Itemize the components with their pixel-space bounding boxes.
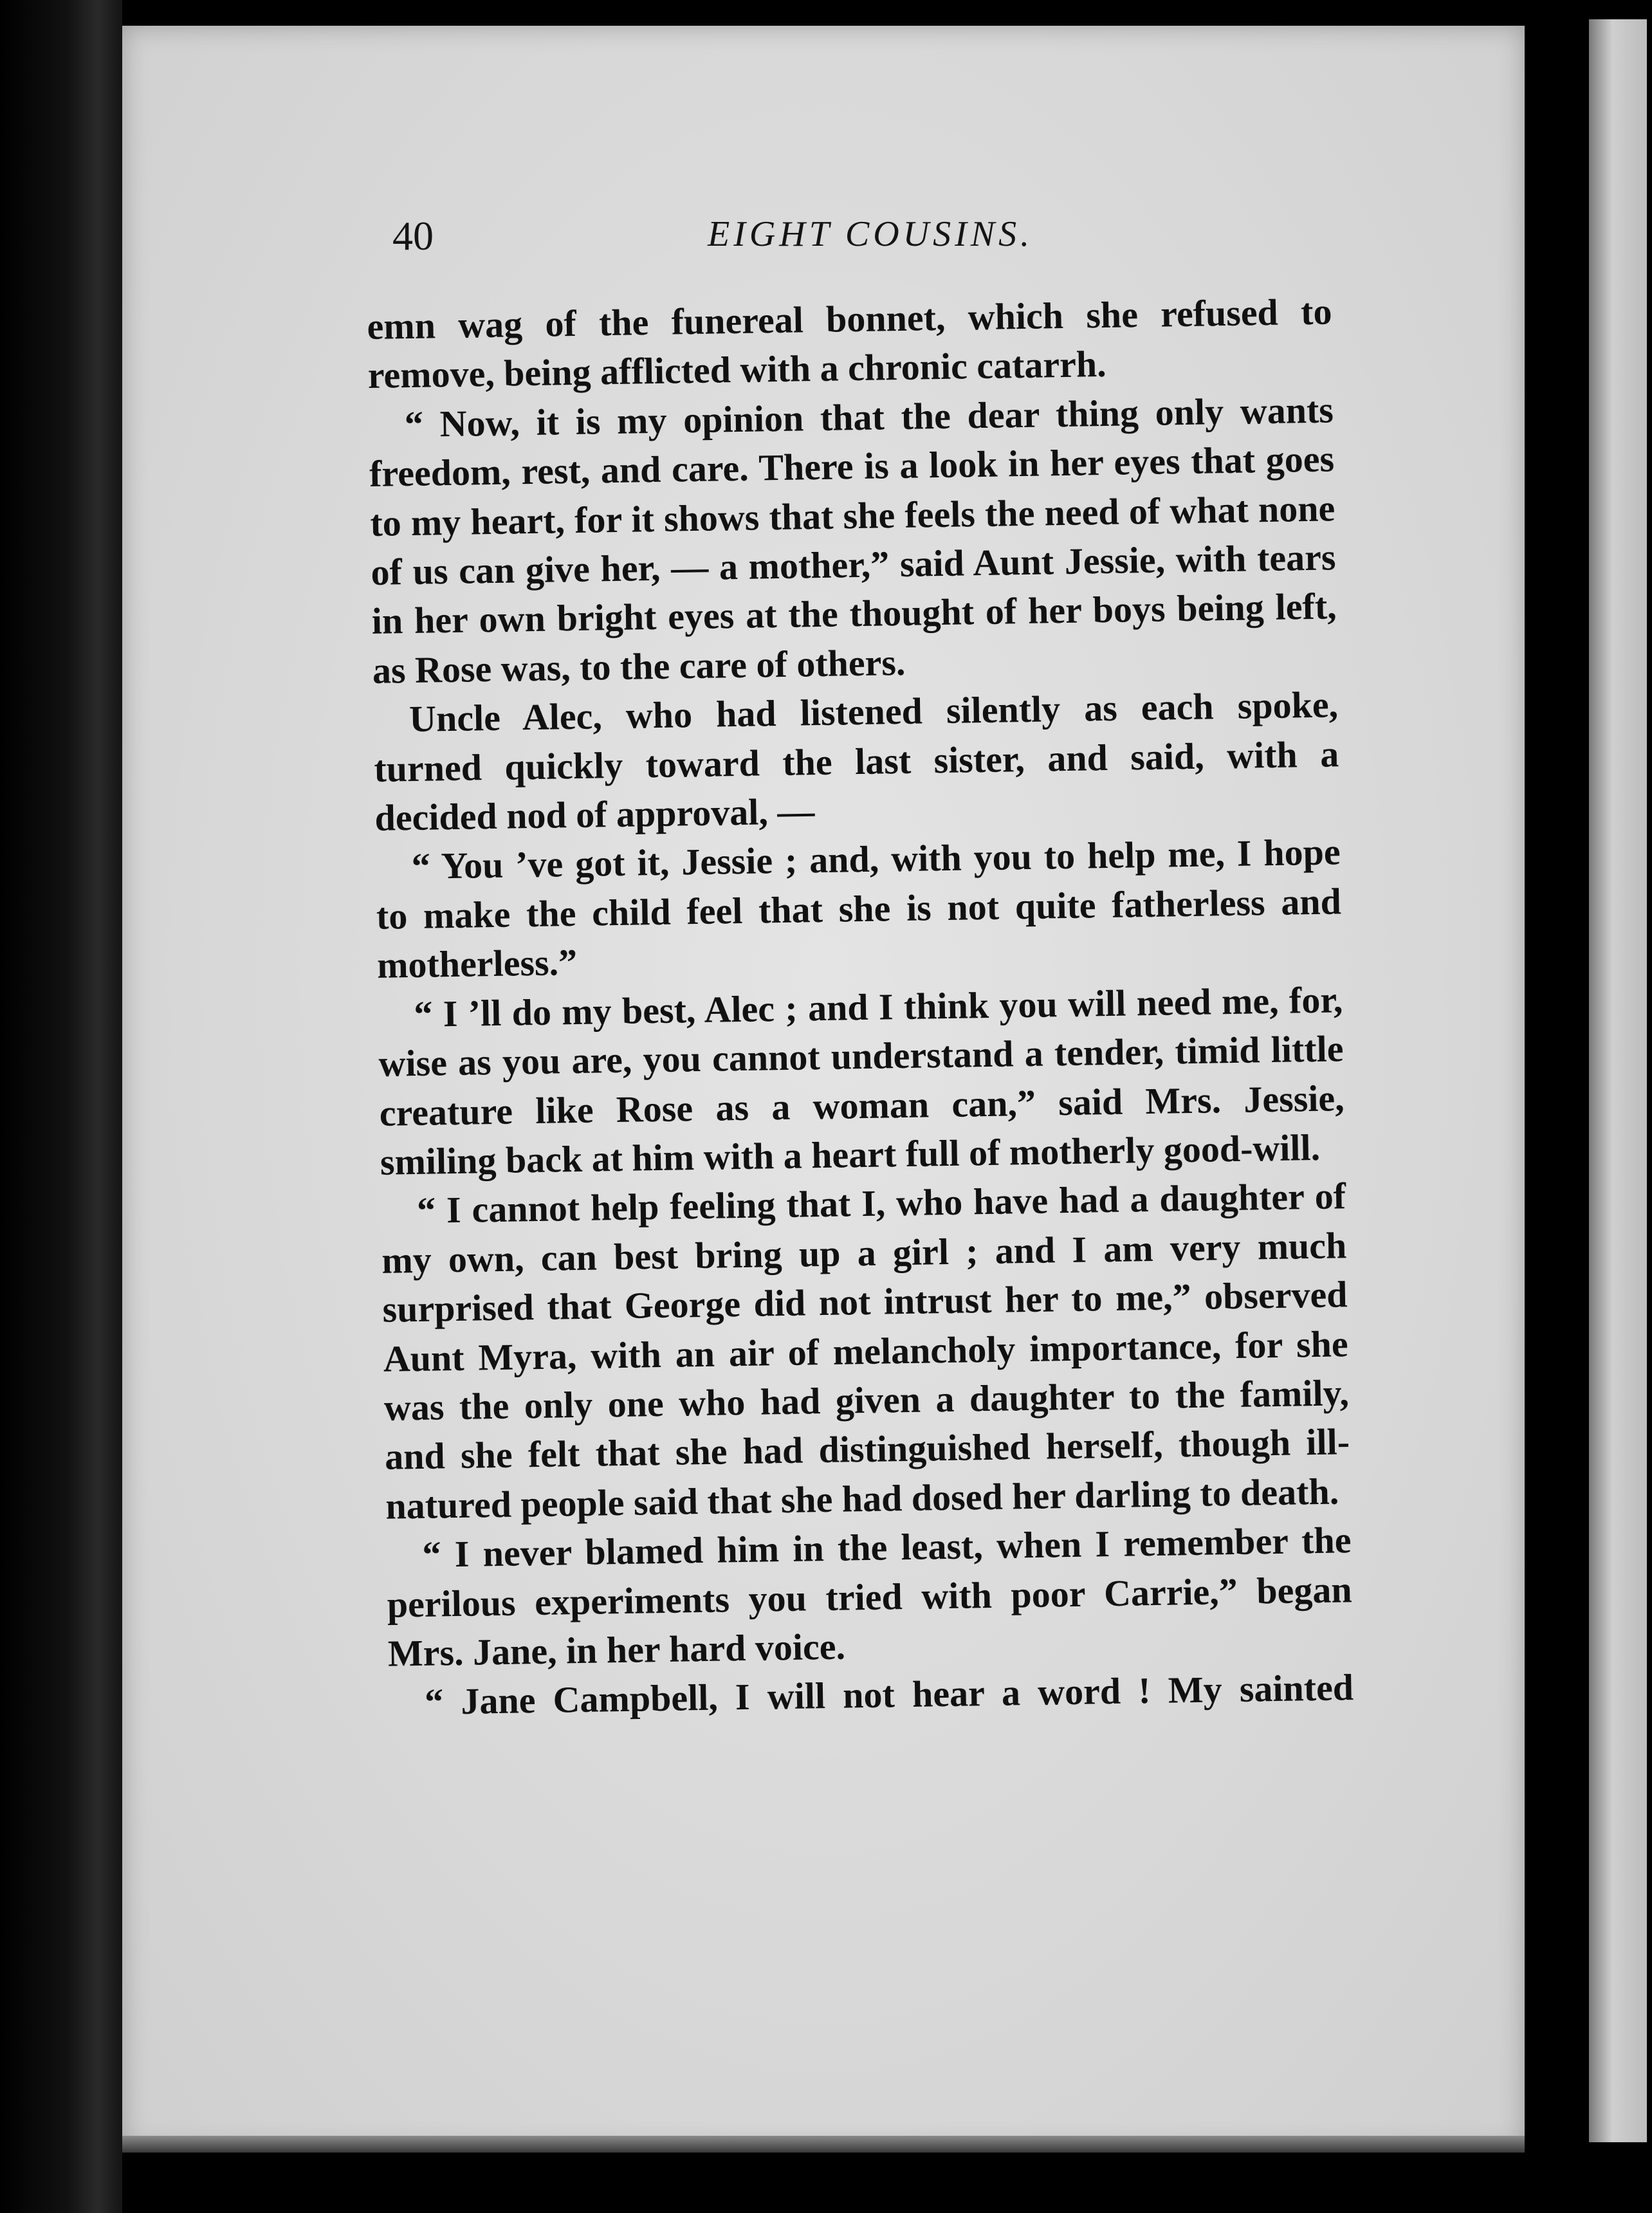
paragraph: “ I never blamed him in the least, when I remember the perilous experiments you tried with poor Carrie,” began Mrs. Jane, in her hard voice. [387,1519,1353,1675]
paragraph: Uncle Alec, who had listened silently as each spoke, turned quickly toward the last sister, and said, with a decided nod of approval, — [373,683,1339,839]
paragraph: “ You ’ve got it, Jessie ; and, with you to help me, I hope to make the child feel that she is not quite fatherless and motherless.” [376,831,1342,987]
paragraph: “ I ’ll do my best, Alec ; and I think you will need me, for, wise as you are, you cannot understand a tender, timid little creature like Rose as a woman can,” said Mrs. Jessie, smiling back at him with a heart full of motherly good-will. [378,978,1345,1183]
paragraph: “ Now, it is my opinion that the dear thing only wants freedom, rest, and care. There is a look in her eyes that goes to my heart, for it shows that she feels the need of what none of us can give her, — a mother,” said Aunt Jessie, with tears in her own bright eyes at the thought of her boys being left, as Rose was, to the care of others. [369,389,1337,692]
facing-page-edge [1589,19,1647,2142]
page-bottom-edge [122,2136,1525,2153]
book-spine-shadow [0,0,122,2213]
body-text [367,287,1354,1727]
page-header [392,212,1357,270]
paragraph: emn wag of the funereal bonnet, which she refused to remove, being afflicted with a chronic catarrh. [367,290,1332,397]
paragraph: “ I cannot help feeling that I, who have had a daughter of my own, can best bring up a girl ; and I am very much surprised that George did not intrust her to me,” observed Aunt Myra, with an air of melancholy importance, for she was the only one who had given a daughter to the family, and she felt that she had distinguished herself, though ill-natured people said that she had dosed her darling to death. [381,1175,1350,1527]
page-number: 40 [392,213,434,259]
running-head: EIGHT COUSINS. [708,214,1034,254]
paragraph: “ Jane Campbell, I will not hear a word ! My sainted [424,1666,1354,1723]
